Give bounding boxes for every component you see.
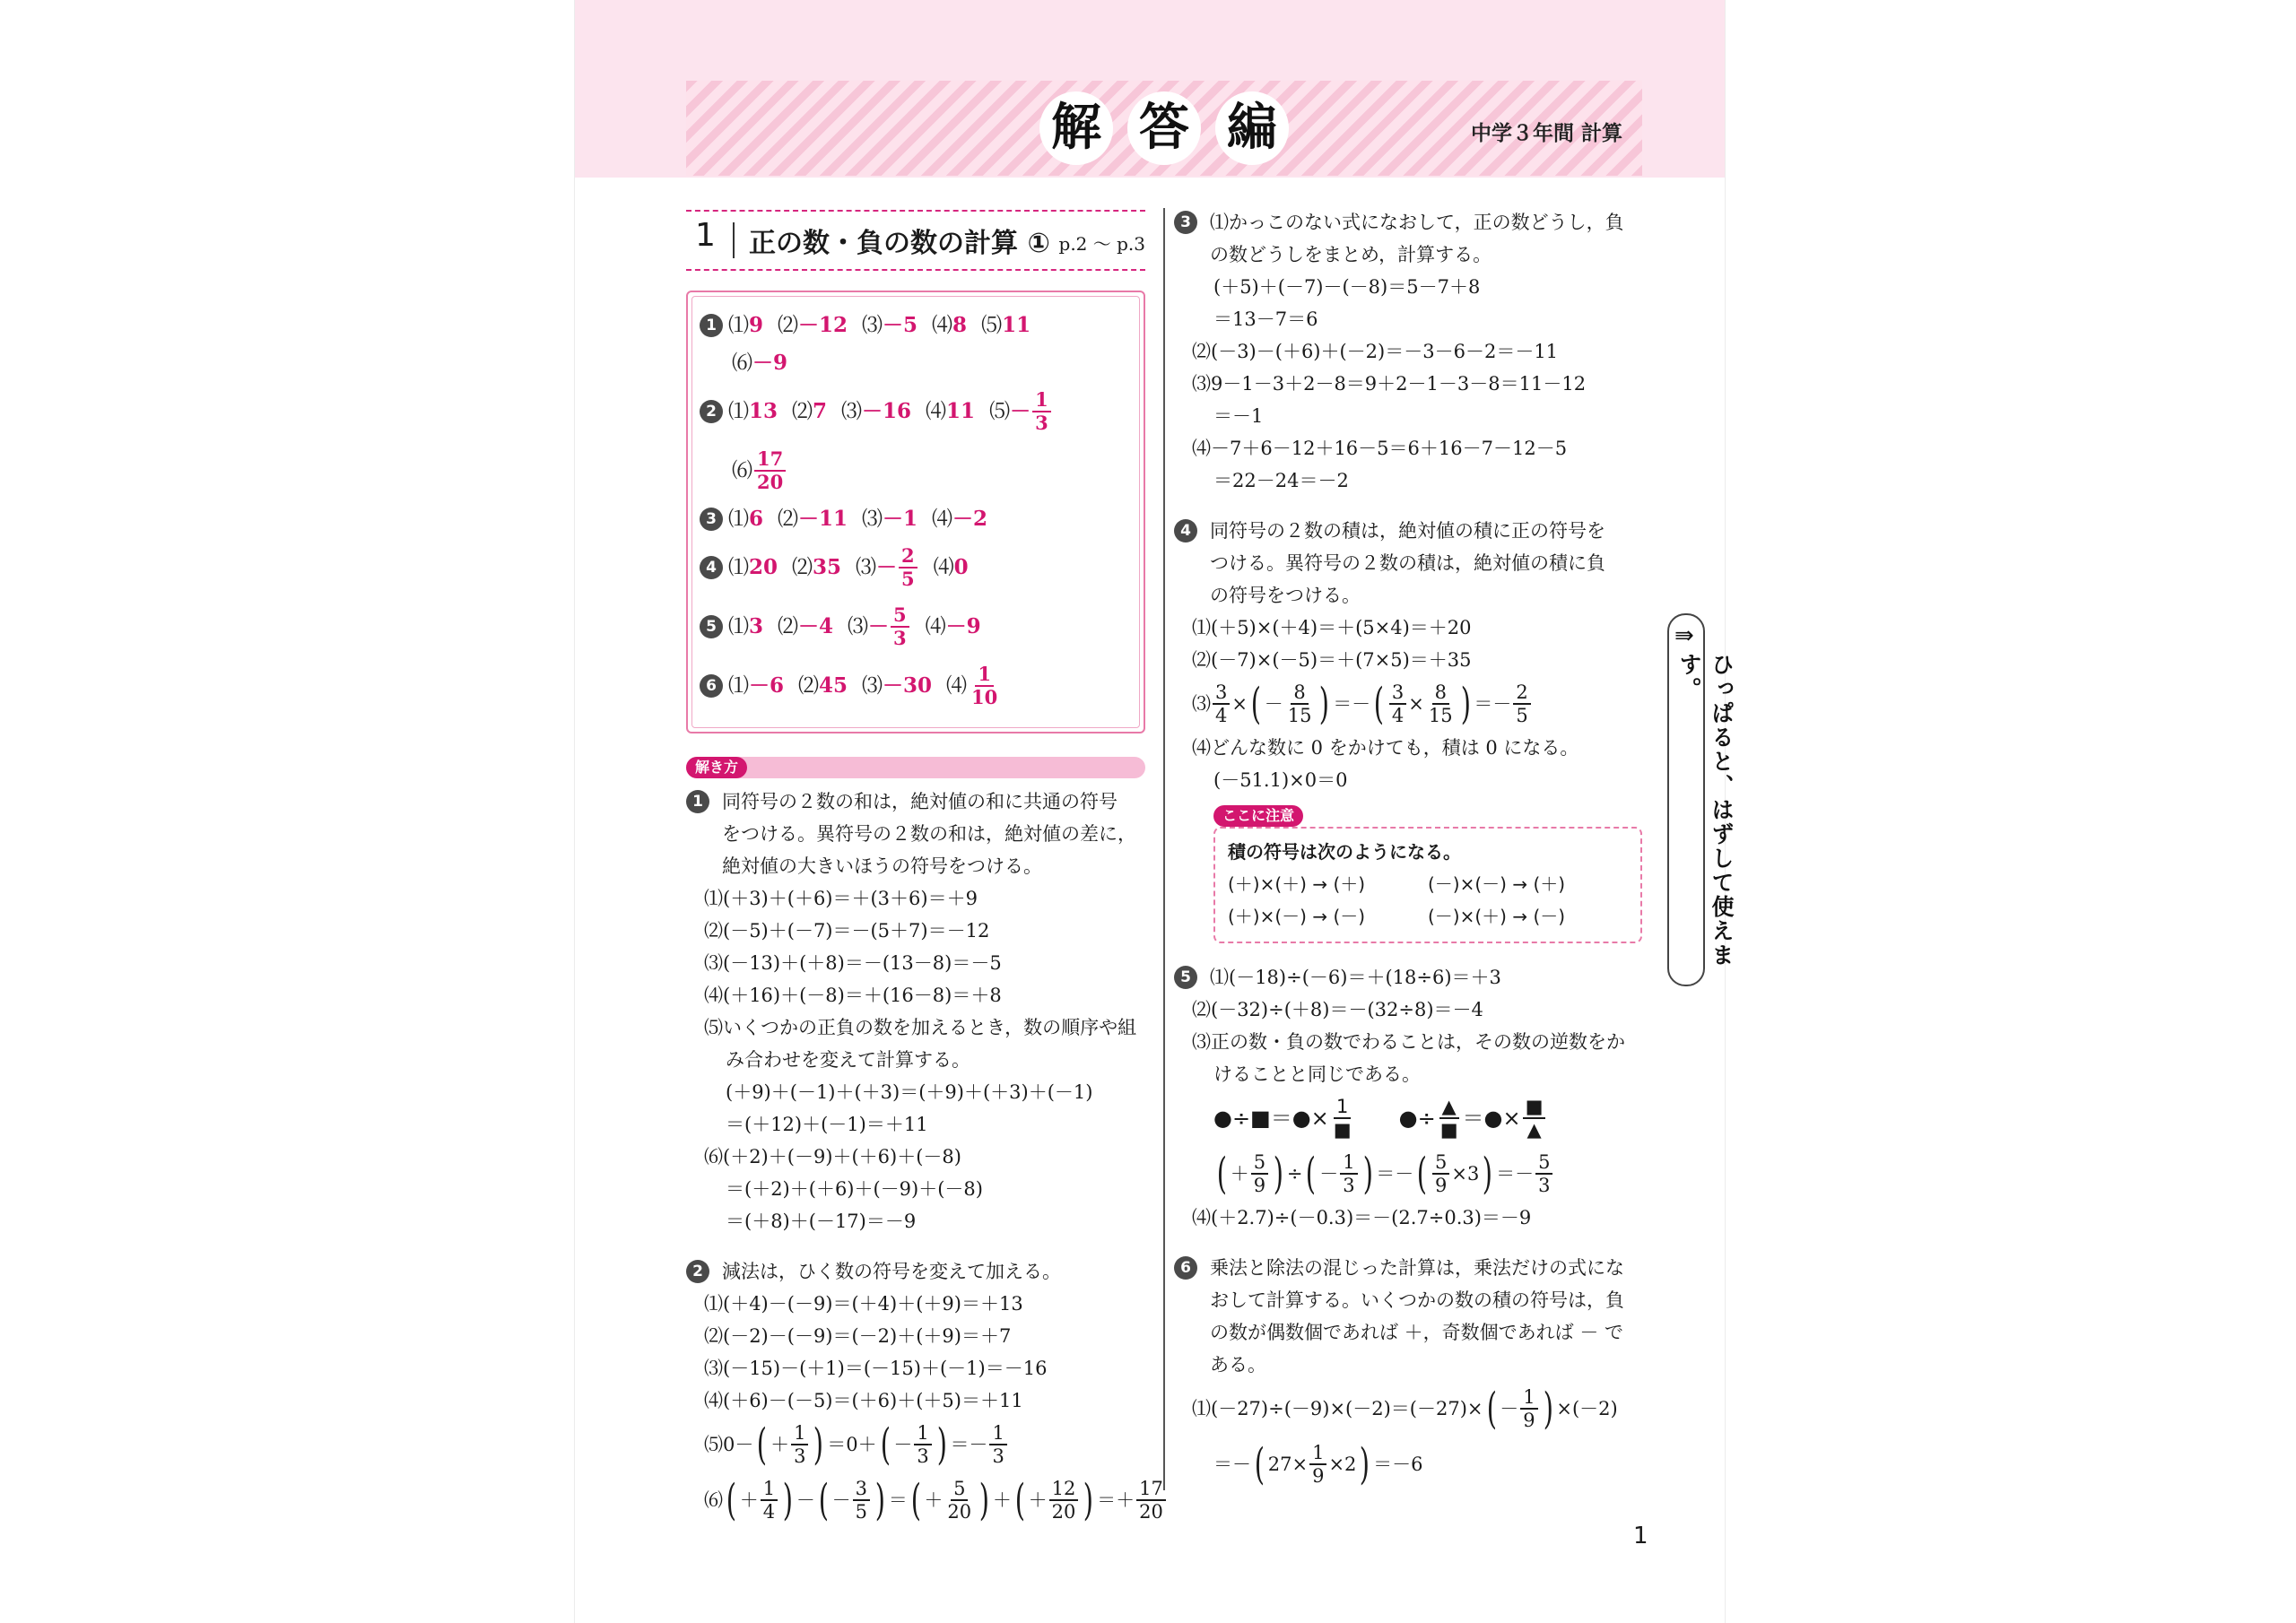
question-number-badge: 6 <box>700 674 723 698</box>
answer-row-1b: ⑹ －9 <box>732 351 788 375</box>
section-bar <box>733 222 735 258</box>
fraction-line: ⑸0－ ( ＋ $\frac{1}{3}$ ) ＝0＋ ( － $\frac{1}{3}$ ) ＝－ $\frac{1}{3}$ <box>686 1417 1145 1472</box>
fraction-line: ＝－ ( 27× $\frac{1}{9}$ ×2 ) ＝－6 <box>1213 1439 1423 1489</box>
note-title: 積の符号は次のようになる。 <box>1228 841 1461 863</box>
fraction-line: ⑴(－27)÷(－9)×(－2)＝(－27)× ( － $\frac{1}{9}$ ) ×(－2) <box>1192 1384 1618 1434</box>
question-number-badge: 3 <box>1174 211 1197 234</box>
section-number: 1 <box>695 217 716 254</box>
explanation-3: 3 ⑴かっこのない式になおして，正の数どうし，負 の数どうしをまとめ，計算する。 (＋5)＋(－7)－(－8)＝5－7＋8 ＝13－7＝6 ⑵(－3)－(＋6)＋(－2)＝－3－6－2＝－11 ⑶9－1－3＋2－8＝9＋2－1－3－8＝11－12 ＝－1 ⑷－7＋6－12＋16－5＝6＋16－7－12－5 ＝22－24＝－2 <box>1174 206 1642 497</box>
kaikata-label: 解き方 <box>686 757 747 778</box>
left-column <box>686 206 1163 1528</box>
section-pages: p.2 ～ p.3 <box>1058 233 1145 255</box>
explanation-6: 6 乗法と除法の混じった計算は，乗法だけの式にな おして計算する。いくつかの数の積の符号は，負 の数が偶数個であれば ＋，奇数個であれば － で ある。 ⑴(－27)÷(－9)×(－2)＝(－27)× ( － $\frac{1}{9}$ ) ×(－2) ＝－ ( 27× $\frac{1}{9}$ ×2 ) ＝－6 <box>1174 1252 1642 1492</box>
answer-row-2b: ⑹ $\frac{17}{20}$ <box>700 444 1132 498</box>
question-number-badge: 2 <box>686 1260 709 1283</box>
question-number-badge: 4 <box>700 556 723 579</box>
answer-row-6: 6 ⑴ －6 ⑵ 45 ⑶ －30 ⑷ $\frac{1}{10}$ <box>700 659 1132 713</box>
explanation-4: 4 同符号の２数の積は，絶対値の積に正の符号を つける。異符号の２数の積は，絶対値の積に負 の符号をつける。 ⑴(＋5)×(＋4)＝＋(5×4)＝＋20 ⑵(－7)×(－5)＝＋(7×5)＝＋35 ⑶ $\frac{3}{4}$ × ( － $\frac{8}{15}$ ) ＝－ ( $\frac{3}{4}$ × $\frac{8}{15}$ ) ＝－ $\frac{2}{5}$ ⑷どんな数に 0 をかけても，積は 0 になる。 (－51.1)×0＝0 ここに注意 積の符号は次のようになる。 (＋)×(＋) → (＋) (－)×(－) → (＋) (＋)×(－) → (－) (－)×(＋) → (－) <box>1174 515 1642 943</box>
answer-row-3: 3 ⑴ 6 ⑵ －11 ⑶ －1 ⑷ －2 <box>700 503 1132 535</box>
answer-row-4: 4 ⑴ 20 ⑵ 35 ⑶ － $\frac{2}{5}$ ⑷ 0 <box>700 541 1132 595</box>
question-number-badge: 6 <box>1174 1256 1197 1280</box>
question-number-badge: 3 <box>700 508 723 531</box>
explanation-5: 5 ⑴(－18)÷(－6)＝＋(18÷6)＝＋3 ⑵(－32)÷(＋8)＝－(32÷8)＝－4 ⑶正の数・負の数でわることは，その数の逆数をか けることと同じである。 ●÷■＝●× $\frac{1}{■}$ ●÷ $\frac{▲}{■}$ ＝●× $\frac{■}{▲}$ ( ＋ $\frac{5}{9}$ ) ÷ ( － $\frac{1}{3}$ ) ＝－ ( $\frac{5}{9}$ ×3 ) ＝－ $\frac{5}{3}$ ⑷(＋2.7)÷(－0.3)＝－(2.7÷0.3)＝－9 <box>1174 961 1642 1234</box>
explanation-2: 2 減法は，ひく数の符号を変えて加える。 ⑴(＋4)－(－9)＝(＋4)＋(＋9)＝＋13 ⑵(－2)－(－9)＝(－2)＋(＋9)＝＋7 ⑶(－15)－(＋1)＝(－15)＋(－1)＝－16 ⑷(＋6)－(－5)＝(＋6)＋(＋5)＝＋11 ⑸0－ ( ＋ $\frac{1}{3}$ ) ＝0＋ ( － $\frac{1}{3}$ ) ＝－ $\frac{1}{3}$ ⑹ ( ＋ $\frac{1}{4}$ ) － ( － $\frac{3}{5}$ ) ＝ ( ＋ $\frac{5}{20}$ ) ＋ ( ＋ $\frac{12}{20}$ ) ＝＋ $\frac{17}{20}$ <box>686 1255 1145 1528</box>
symbol-line: ●÷■＝●× $\frac{1}{■}$ ●÷ $\frac{▲}{■}$ ＝●× $\frac{■}{▲}$ <box>1174 1090 1642 1146</box>
title-char: 答 <box>1127 91 1201 165</box>
page-number: 1 <box>1633 1523 1648 1549</box>
question-number-badge: 5 <box>1174 966 1197 989</box>
fraction-line: ⑶ $\frac{3}{4}$ × ( － $\frac{8}{15}$ ) ＝－ ( $\frac{3}{4}$ × $\frac{8}{15}$ ) ＝－ $\frac{2}{5}$ <box>1174 676 1642 732</box>
answer-row-1: 1 ⑴ 9 ⑵ －12 ⑶ －5 ⑷ 8 ⑸ 11 <box>700 309 1132 342</box>
question-number-badge: 1 <box>686 790 709 813</box>
subject-label: 中学３年間 計算 <box>1470 122 1622 145</box>
answer-row-5: 5 ⑴ 3 ⑵ －4 ⑶ － $\frac{5}{3}$ ⑷ －9 <box>700 600 1132 654</box>
section-title: 正の数・負の数の計算 ① <box>749 228 1050 259</box>
answer-row-2: 2 ⑴ 13 ⑵ 7 ⑶ －16 ⑷ 11 ⑸ － $\frac{1}{3}$ <box>700 385 1132 438</box>
title-band <box>686 81 1642 176</box>
note-tag: ここに注意 <box>1213 805 1303 827</box>
pull-arrow-icon: ⇛ <box>1674 622 1694 649</box>
answer-page <box>574 0 1735 1623</box>
explanation-1: 1 同符号の２数の和は，絶対値の和に共通の符号 をつける。異符号の２数の和は，絶対値の差に， 絶対値の大きいほうの符号をつける。 ⑴(＋3)＋(＋6)＝＋(3＋6)＝＋9 ⑵(－5)＋(－7)＝－(5＋7)＝－12 ⑶(－13)＋(＋8)＝－(13－8)＝－5 ⑷(＋16)＋(－8)＝＋(16－8)＝＋8 ⑸いくつかの正負の数を加えるとき，数の順序や組 み合わせを変えて計算する。 (＋9)＋(－1)＋(＋3)＝(＋9)＋(＋3)＋(－1) ＝(＋12)＋(－1)＝＋11 ⑹(＋2)＋(－9)＋(＋6)＋(－8) ＝(＋2)＋(＋6)＋(－9)＋(－8) ＝(＋8)＋(－17)＝－9 <box>686 785 1145 1237</box>
question-number-badge: 1 <box>700 314 723 337</box>
title-char: 解 <box>1039 91 1113 165</box>
fraction-line: ⑹ ( ＋ $\frac{1}{4}$ ) － ( － $\frac{3}{5}$ ) ＝ ( ＋ $\frac{5}{20}$ ) ＋ ( ＋ $\frac{12}{20}$ ) ＝＋ $\frac{17}{20}$ <box>686 1472 1145 1528</box>
question-number-badge: 5 <box>700 615 723 638</box>
question-number-badge: 2 <box>700 400 723 423</box>
pull-tab-text: ひっぱると、はずして使えます。 <box>1676 653 1735 968</box>
section-header <box>686 210 1145 271</box>
pull-tab[interactable] <box>1667 613 1735 986</box>
column-divider <box>1163 208 1165 1490</box>
fraction-line: ( ＋ $\frac{5}{9}$ ) ÷ ( － $\frac{1}{3}$ ) ＝－ ( $\frac{5}{9}$ ×3 ) ＝－ $\frac{5}{3}$ <box>1174 1146 1642 1202</box>
answer-box <box>686 291 1145 733</box>
kaikata-bar <box>686 757 1145 778</box>
title-char: 編 <box>1215 91 1289 165</box>
right-column <box>1174 206 1642 1492</box>
note-box: 積の符号は次のようになる。 (＋)×(＋) → (＋) (－)×(－) → (＋) (＋)×(－) → (－) (－)×(＋) → (－) <box>1213 827 1642 943</box>
question-number-badge: 4 <box>1174 519 1197 542</box>
